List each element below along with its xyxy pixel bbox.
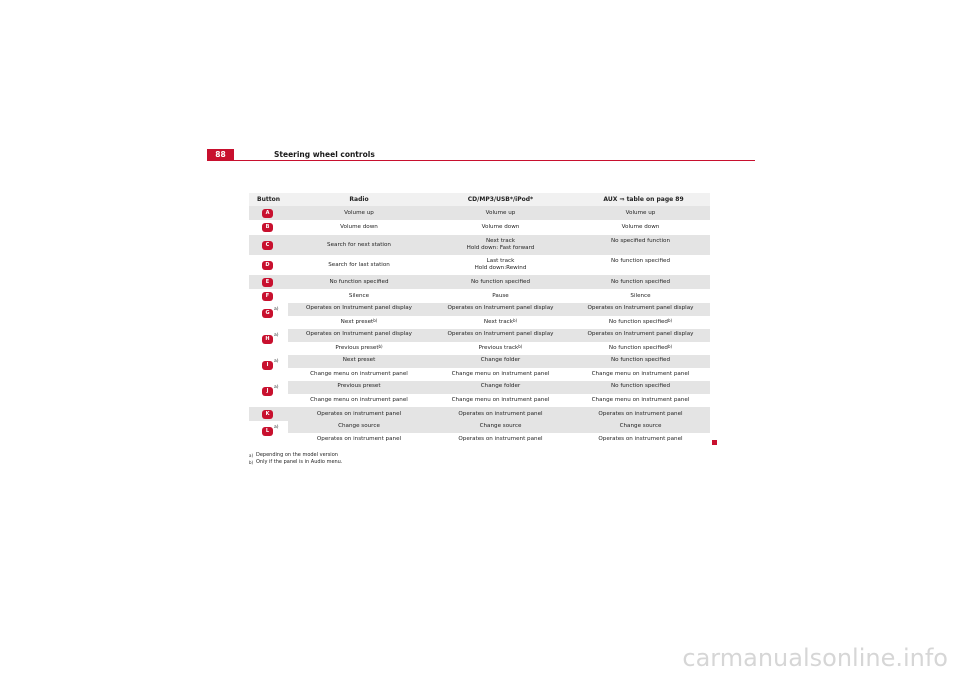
cd-cell-text: Operates on Instrument panel display	[447, 305, 554, 311]
radio-cell	[288, 262, 430, 269]
aux-cell	[571, 411, 710, 418]
page-title: Steering wheel controls	[274, 150, 375, 159]
aux-cell-text: No function specified	[610, 357, 671, 363]
radio-cell-text: Volume up	[344, 209, 374, 216]
cd-cell	[430, 258, 571, 272]
cd-cell	[430, 436, 571, 443]
footnote-ref: b)	[512, 318, 518, 323]
aux-cell-text: Operates on instrument panel	[598, 436, 683, 442]
button-badge-icon: L	[262, 427, 273, 436]
footnote-ref: b)	[667, 318, 673, 323]
radio-cell-text: Search for next station	[327, 241, 391, 248]
radio-cell	[288, 293, 430, 300]
radio-cell-text: Previous preset	[335, 345, 379, 351]
radio-cell-text: No function specified	[329, 278, 389, 285]
footnote-ref: a)	[274, 307, 279, 312]
header-rule	[207, 160, 755, 161]
cd-cell-text: Pause	[492, 292, 509, 299]
cd-cell-text: Operates on instrument panel	[458, 410, 543, 417]
radio-cell-text: Operates on Instrument panel display	[306, 305, 412, 311]
aux-cell-text: Silence	[630, 292, 651, 299]
radio-cell-text: Search for last station	[328, 261, 390, 268]
footnote	[249, 459, 342, 466]
cd-cell-hold-text: Hold down: Fast forward	[466, 245, 535, 251]
aux-cell	[571, 319, 710, 326]
cd-cell-text: Previous track	[478, 345, 519, 351]
aux-cell	[571, 423, 710, 430]
cd-cell	[430, 411, 571, 418]
footnotes	[249, 452, 342, 466]
footnote-ref: b)	[518, 344, 523, 349]
cd-cell-text: Change menu on instrument panel	[451, 371, 550, 377]
section-end-mark	[712, 440, 717, 445]
cd-cell	[430, 224, 571, 231]
button-badge-icon: F	[262, 292, 273, 301]
button-badge-icon: I	[262, 361, 273, 370]
aux-cell	[571, 331, 710, 338]
aux-cell	[571, 383, 710, 390]
button-badge-icon: B	[262, 223, 273, 232]
aux-cell	[571, 371, 710, 378]
radio-cell-text: Silence	[348, 292, 370, 299]
radio-cell	[288, 224, 430, 231]
aux-cell-text: No function specified	[610, 383, 671, 389]
radio-cell-text: Volume down	[340, 224, 378, 230]
footnote-text: Depending on the model version	[256, 452, 338, 458]
table-row	[249, 220, 710, 235]
button-badge-icon: J	[262, 387, 273, 396]
aux-cell-text: No function specified	[608, 345, 668, 351]
footnote-ref: b)	[373, 318, 378, 323]
aux-cell-text: No function specified	[610, 258, 671, 264]
col-header-aux	[571, 193, 710, 206]
cd-cell	[430, 357, 571, 364]
table-row	[249, 235, 710, 255]
cd-cell-text: Last track	[486, 258, 515, 264]
footnote	[249, 452, 342, 459]
aux-cell-text: Volume down	[621, 224, 660, 230]
table-row	[249, 407, 710, 421]
table-row	[249, 381, 710, 407]
radio-cell-text: Next preset	[340, 319, 374, 325]
radio-cell	[288, 319, 430, 326]
radio-cell	[288, 423, 430, 430]
table-row	[249, 255, 710, 275]
table-header-row	[249, 193, 710, 206]
aux-cell-text: Change menu on instrument panel	[591, 397, 690, 403]
button-badge-icon: K	[262, 410, 273, 419]
radio-cell	[288, 397, 430, 404]
footnote-ref: a)	[274, 359, 279, 364]
footnote-text: Only if the panel is in Audio menu.	[256, 459, 343, 465]
footnote-mark: b)	[249, 460, 254, 465]
button-badge-icon: A	[262, 209, 273, 218]
footnote-ref: a)	[274, 333, 279, 338]
table-row	[249, 355, 710, 381]
table-row	[249, 206, 710, 220]
radio-cell-text: Operates on instrument panel	[316, 410, 402, 417]
cd-cell-text: Next track	[483, 319, 513, 325]
cd-cell	[430, 345, 571, 352]
cd-cell	[430, 279, 571, 286]
aux-cell	[571, 357, 710, 364]
table-row	[249, 303, 710, 329]
arrow-right-icon: ⇒	[619, 196, 625, 203]
aux-cell	[571, 345, 710, 352]
cd-cell-text: Change menu on instrument panel	[451, 397, 550, 403]
button-badge-icon: G	[262, 309, 273, 318]
footnote-ref: b)	[378, 344, 383, 349]
button-badge-icon: E	[262, 278, 273, 287]
cd-cell	[430, 305, 571, 312]
radio-cell	[288, 331, 430, 338]
aux-cell	[571, 210, 710, 217]
radio-cell-text: Change menu on instrument panel	[310, 371, 408, 377]
watermark: carmanualsonline.info	[682, 644, 948, 672]
radio-cell	[288, 242, 430, 249]
aux-cell	[571, 436, 710, 443]
radio-cell-text: Operates on instrument panel	[316, 436, 402, 442]
radio-cell	[288, 436, 430, 443]
cd-cell	[430, 319, 571, 326]
radio-cell-text: Next preset	[342, 357, 376, 363]
steering-controls-table	[249, 193, 710, 445]
cd-cell-text: Next track	[485, 238, 516, 244]
aux-cell	[571, 293, 710, 300]
cd-cell-text: Change folder	[480, 357, 521, 363]
aux-cell-text: No function specified	[608, 319, 668, 325]
cd-cell-text: Change folder	[480, 383, 521, 389]
radio-cell	[288, 345, 430, 352]
aux-label: AUX	[603, 196, 618, 203]
footnote-ref: a)	[274, 385, 279, 390]
table-row	[249, 275, 710, 289]
aux-cell-text: Change source	[619, 423, 662, 429]
cd-cell	[430, 371, 571, 378]
aux-cell	[571, 224, 710, 231]
radio-cell	[288, 279, 430, 286]
aux-cell-text: Operates on instrument panel	[598, 410, 683, 417]
aux-cell	[571, 279, 710, 286]
radio-cell-text: Change source	[338, 423, 380, 429]
page-number: 88	[207, 149, 234, 161]
cd-cell	[430, 293, 571, 300]
col-header-radio: Radio	[349, 196, 369, 203]
cd-cell	[430, 383, 571, 390]
aux-cell	[571, 305, 710, 312]
cd-cell-text: Operates on Instrument panel display	[447, 331, 554, 337]
cd-cell	[430, 331, 571, 338]
col-header-cd: CD/MP3/USB*/iPod*	[467, 196, 534, 203]
cd-cell	[430, 238, 571, 252]
col-header-button: Button	[257, 196, 280, 203]
button-badge-icon: H	[262, 335, 273, 344]
aux-cell	[571, 397, 710, 404]
radio-cell	[288, 305, 430, 312]
aux-cell-text: No specified function	[610, 238, 671, 244]
cd-cell-text: Operates on instrument panel	[458, 436, 543, 442]
aux-cell	[571, 258, 710, 265]
table-row	[249, 421, 710, 445]
cd-cell-text: Volume down	[481, 224, 520, 230]
footnote-mark: a)	[249, 453, 254, 458]
radio-cell	[288, 371, 430, 378]
button-badge-icon: C	[262, 241, 273, 250]
radio-cell-text: Change menu on instrument panel	[310, 397, 408, 403]
aux-cell-text: No function specified	[610, 278, 671, 285]
aux-cell	[571, 238, 710, 245]
aux-cell-text: Change menu on instrument panel	[591, 371, 690, 377]
table-body	[249, 206, 710, 445]
cd-cell-text: Change source	[479, 423, 522, 429]
button-badge-icon: D	[262, 261, 273, 270]
cd-cell	[430, 423, 571, 430]
radio-cell	[288, 383, 430, 390]
page-header	[207, 149, 755, 161]
cd-cell-text: No function specified	[470, 278, 531, 285]
aux-cell-text: Volume up	[625, 209, 656, 216]
footnote-ref: b)	[667, 344, 673, 349]
cd-cell	[430, 397, 571, 404]
radio-cell-text: Previous preset	[337, 383, 381, 389]
radio-cell	[288, 357, 430, 364]
cd-cell-hold-text: Hold down:Rewind	[474, 265, 527, 271]
table-row	[249, 289, 710, 303]
aux-cell-text: Operates on Instrument panel display	[587, 331, 694, 337]
radio-cell-text: Operates on Instrument panel display	[306, 331, 412, 337]
cd-cell	[430, 210, 571, 217]
aux-table-ref: table on page 89	[626, 196, 684, 203]
table-row	[249, 329, 710, 355]
aux-cell-text: Operates on Instrument panel display	[587, 305, 694, 311]
radio-cell	[288, 411, 430, 418]
radio-cell	[288, 210, 430, 217]
footnote-ref: a)	[274, 425, 279, 430]
cd-cell-text: Volume up	[485, 209, 516, 216]
